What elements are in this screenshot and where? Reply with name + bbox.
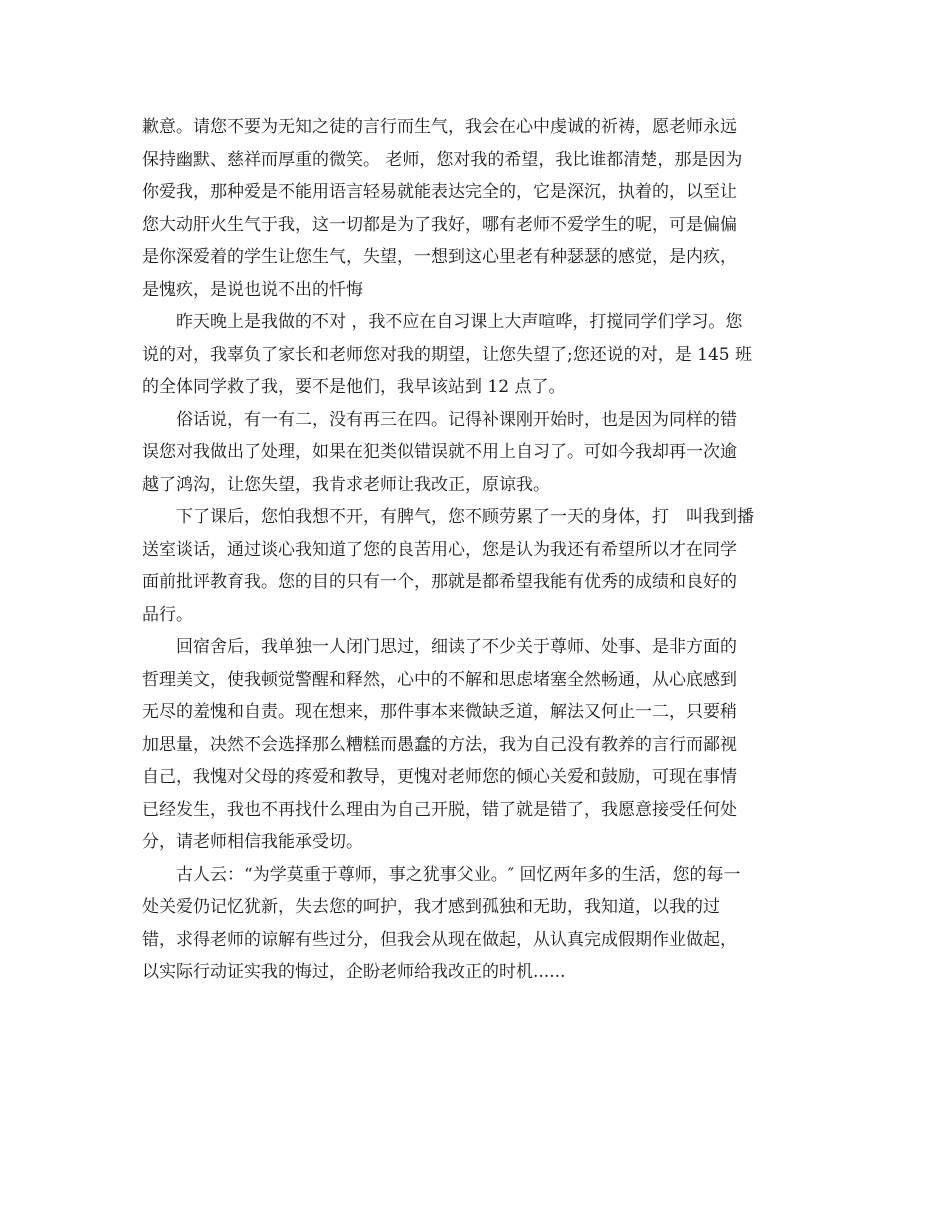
text-line: 品行。	[142, 604, 193, 625]
text-line: 歉意。请您不要为无知之徒的言行而生气，我会在心中虔诚的祈祷，愿老师永远	[142, 117, 737, 137]
text-line: 昨天晚上是我做的不对 ，我不应在自习课上大声喧哗，打搅同学们学习。您	[176, 312, 743, 332]
text-line: 哲理美文，使我顿觉警醒和释然，心中的不解和思虑堵塞全然畅通，从心底感到	[142, 669, 737, 690]
text-line: 你爱我，那种爱是不能用语言轻易就能表达完全的，它是深沉，执着的，以至让	[142, 182, 737, 202]
text-line: 古人云：“为学莫重于尊师，事之犹事父业。″ 回忆两年多的生活，您的每一	[176, 864, 741, 885]
text-line: 面前批评教育我。您的目的只有一个，那就是都希望我能有优秀的成绩和良好的	[142, 572, 737, 592]
text-line: 的全体同学救了我，要不是他们，我早该站到 12 点了。	[142, 377, 566, 397]
text-line: 分，请老师相信我能承受切。	[142, 832, 363, 852]
text-line: 俗话说，有一有二，没有再三在四。记得补课刚开始时，也是因为同样的错	[176, 409, 737, 430]
text-line: 您大动肝火生气于我，这一切都是为了我好，哪有老师不爱学生的呢，可是偏偏	[142, 214, 737, 235]
text-line: 自己，我愧对父母的疼爱和教导，更愧对老师您的倾心关爱和鼓励，可现在事情	[142, 767, 737, 787]
text-line: 处关爱仍记忆犹新，失去您的呵护，我才感到孤独和无助，我知道，以我的过	[142, 897, 720, 917]
text-line: 误您对我做出了处理，如果在犯类似错误就不用上自习了。可如今我却再一次逾	[142, 442, 737, 462]
text-line: 以实际行动证实我的悔过，企盼老师给我改正的时机......	[142, 962, 566, 982]
text-line: 已经发生，我也不再找什么理由为自己开脱，错了就是错了，我愿意接受任何处	[142, 799, 737, 820]
text-line: 加思量，决然不会选择那么糟糕而愚蠢的方法，我为自己没有教养的言行而鄙视	[142, 734, 737, 755]
text-line: 是你深爱着的学生让您生气，失望，一想到这心里老有种瑟瑟的感觉，是内疚，	[142, 247, 737, 267]
text-line: 保持幽默、慈祥而厚重的微笑。 老师，您对我的希望，我比谁都清楚，那是因为	[142, 149, 743, 170]
text-line: 是愧疚，是说也说不出的忏悔	[142, 279, 363, 300]
text-line: 回宿舍后，我单独一人闭门思过，细读了不少关于尊师、处事、是非方面的	[176, 637, 737, 657]
text-line: 送室谈话，通过谈心我知道了您的良苦用心，您是认为我还有希望所以才在同学	[142, 539, 737, 560]
text-line: 错，求得老师的谅解有些过分，但我会从现在做起，从认真完成假期作业做起，	[142, 929, 737, 950]
body-text	[142, 111, 812, 989]
text-line: 下了课后，您怕我想不开，有脾气，您不顾劳累了一天的身体，打 叫我到播	[176, 507, 754, 527]
text-line: 越了鸿沟，让您失望，我肯求老师让我改正，原谅我。	[142, 474, 550, 495]
text-line: 无尽的羞愧和自责。现在想来，那件事本来微缺乏道，解法又何止一二，只要稍	[142, 702, 737, 722]
text-line: 说的对，我辜负了家长和老师您对我的期望，让您失望了;您还说的对，是 145 班	[142, 344, 752, 365]
